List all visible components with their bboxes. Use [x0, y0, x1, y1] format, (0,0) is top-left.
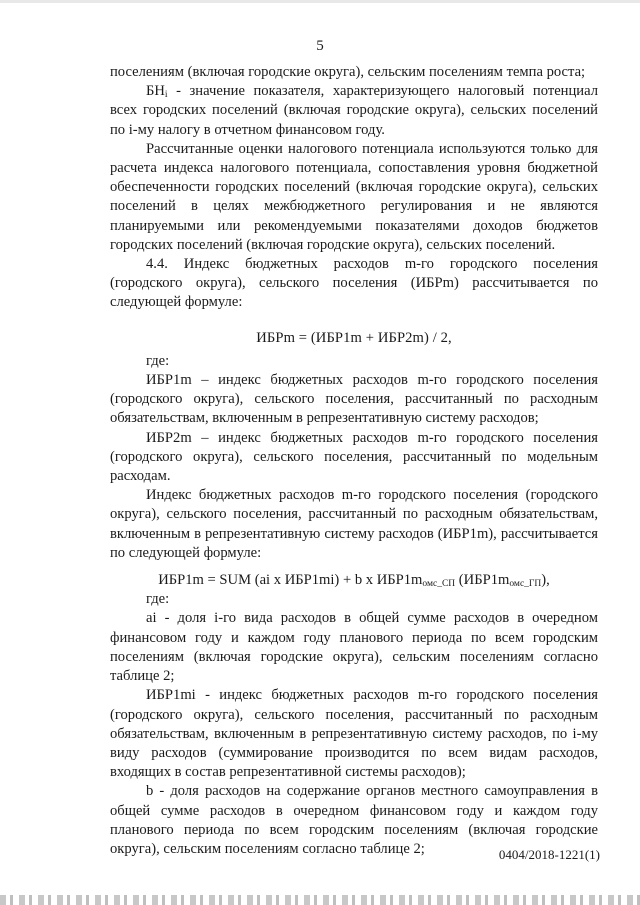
bn-subscript: i — [164, 90, 168, 101]
formula-ibr1m-part1: ИБР1m = SUM (ai x ИБР1mi) + b x ИБР1m — [158, 572, 423, 589]
scan-edge-bottom — [0, 895, 640, 905]
paragraph-ai-def: ai - доля i-го вида расходов в общей сумме расходов в очередном финансовом году и каждом году планового периода по всем городским поселениям (включая городские округа), сельским поселениям согласно таблице 2; — [110, 610, 598, 685]
paragraph-b-def: b - доля расходов на содержание органов местного самоуправления в общей сумме расходов в очередном финансовом году и каждом году планового периода по всем городским поселениям (включая городские округа), сельским поселениям согласно таблице 2; — [110, 783, 598, 857]
paragraph-tempa-rosta: поселениям (включая городские округа), сельским поселениям темпа роста; — [110, 64, 586, 80]
paragraph-ibr1m-intro: Индекс бюджетных расходов m-го городского поселения (городского округа), сельского поселения, рассчитанный по расходным обязательствам, включенным в репрезентативную систему расходов (ИБР1m), рассчитывается по следующей формуле: — [110, 487, 598, 561]
formula-ibr1m — [110, 563, 598, 590]
label-where-1: где: — [146, 352, 170, 369]
formula-ibr1m-part2: (ИБР1m — [455, 572, 510, 589]
bn-symbol: БН — [146, 83, 165, 100]
paragraph-ibr1mi-def: ИБР1mi - индекс бюджетных расходов m-го городского поселения (городского округа), сельского поселения, рассчитанный по расходным обязательствам, включенным в репрезентативную систему расходов, по i-му виду расходов (суммирование производится по всем видам расходов, входящих в состав репрезентативной системы расходов); — [110, 687, 598, 781]
label-where-2: где: — [146, 591, 170, 608]
scan-edge-top — [0, 0, 640, 3]
paragraph-ibr1m-def: ИБР1m – индекс бюджетных расходов m-го городского поселения (городского округа), сельского поселения, рассчитанный по расходным обязательствам, включенным в репрезентативную систему расходов; — [110, 372, 598, 427]
body-text — [110, 63, 598, 859]
paragraph-bn — [110, 82, 598, 140]
bn-definition: - значение показателя, характеризующего налоговый потенциал всех городских поселений (включая городские округа), сельских поселений по i-му налогу в отчетном финансовом году. — [110, 83, 598, 138]
formula-sub-gp: омс_ГП — [509, 579, 542, 590]
formula-ibr1m-part3: ), — [541, 572, 550, 589]
paragraph-tax-potential: Рассчитанные оценки налогового потенциала используются только для расчета индекса налогового потенциала, сопоставления уровня бюджетной обеспеченности городских поселений (включая городские округа), сельских поселений в целях межбюджетного регулирования и не являются планируемыми или рекомендуемыми показателями доходов бюджетов городских поселений (включая городские округа), сельских поселений. — [110, 140, 598, 253]
page-number: 5 — [316, 38, 324, 54]
document-code: 0404/2018-1221(1) — [498, 847, 600, 862]
paragraph-ibr2m-def: ИБР2m – индекс бюджетных расходов m-го городского поселения (городского округа), сельского поселения, рассчитанный по модельным расходам. — [110, 429, 598, 485]
formula-ibrm: ИБРm = (ИБР1m + ИБР2m) / 2, — [256, 329, 452, 346]
paragraph-4-4: 4.4. Индекс бюджетных расходов m-го городского поселения (городского округа), сельского поселения (ИБРm) рассчитывается по следующей формуле: — [110, 256, 598, 311]
formula-sub-sp: омс_СП — [422, 579, 456, 590]
